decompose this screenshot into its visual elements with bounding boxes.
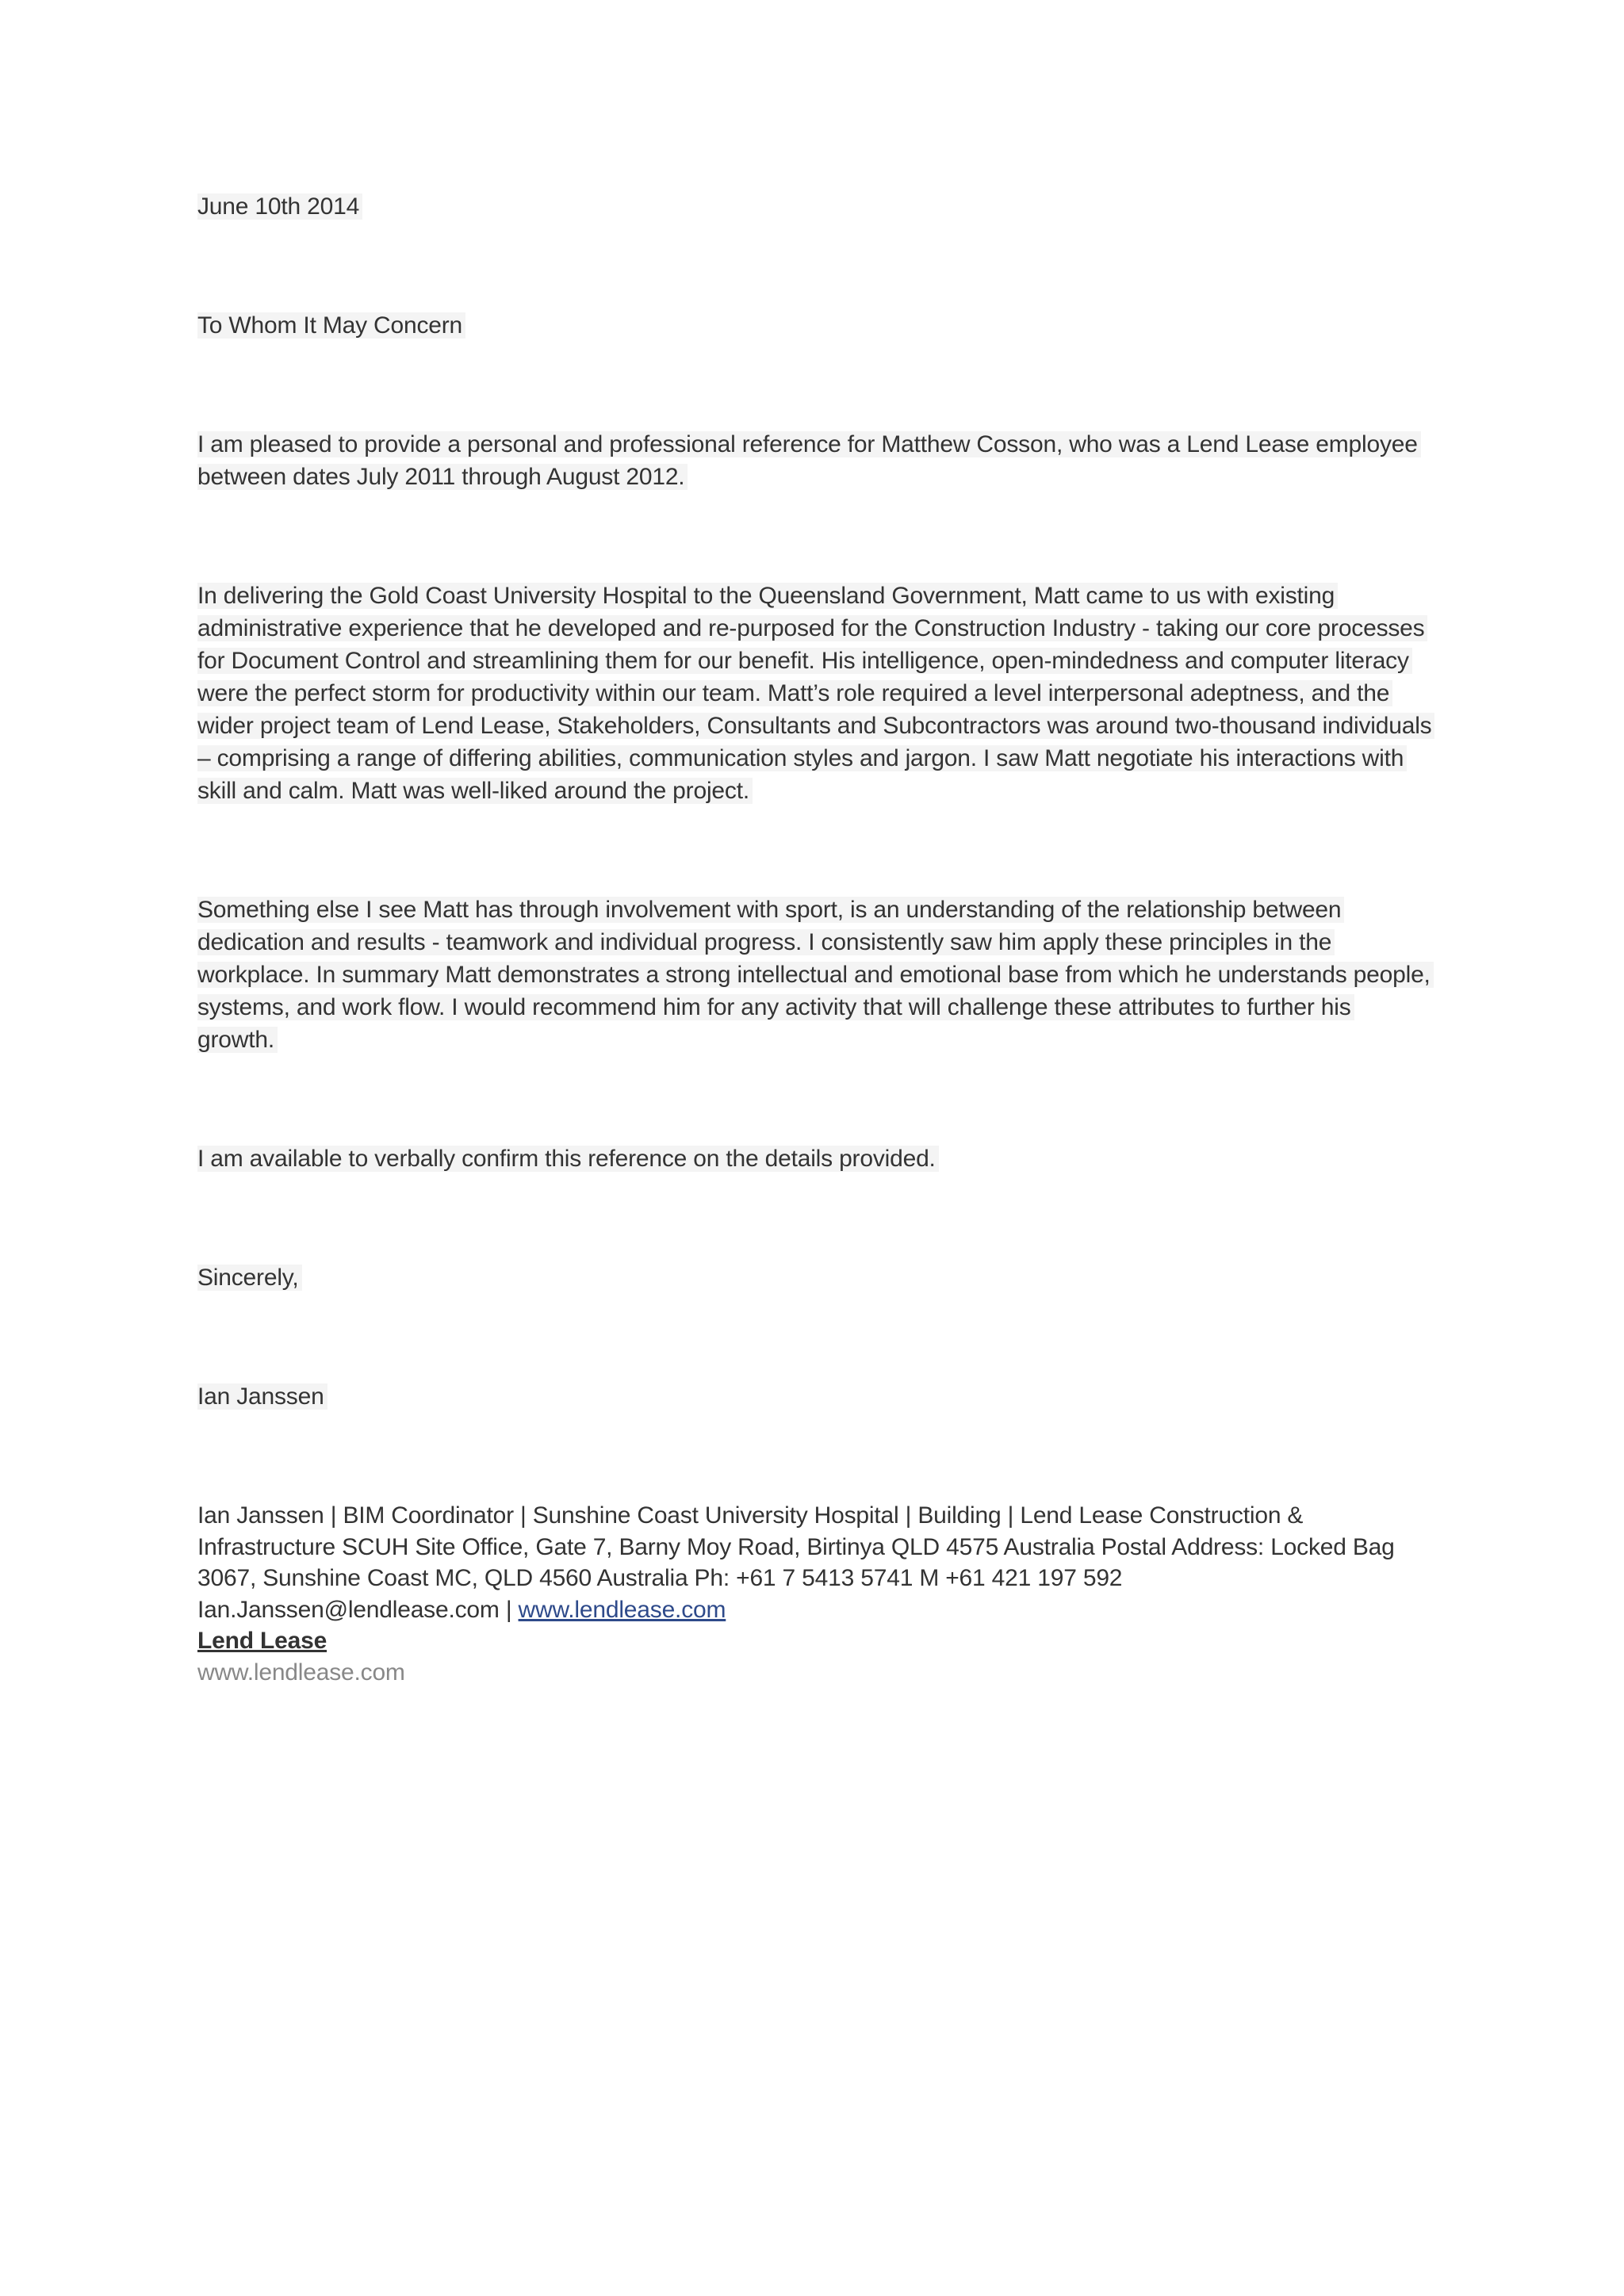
- paragraph-availability: I am available to verbally confirm this reference on the details provided.: [197, 1142, 1434, 1175]
- signature-details: Ian Janssen | BIM Coordinator | Sunshine Coast University Hospital | Building | Lend Lease Construction & Infrastructure SCUH Site Office, Gate 7, Barny Moy Road, Birtinya QLD 4575 Australia Postal Address: Locked Bag 3067, Sunshine Coast MC, QLD 4560 Australia Ph: +61 7 5413 5741 M +61 421 197 592: [197, 1502, 1395, 1591]
- company-website: www.lendlease.com: [197, 1659, 405, 1686]
- closing: Sincerely,: [197, 1261, 1434, 1294]
- letter-date: June 10th 2014: [197, 190, 1434, 223]
- company-name: Lend Lease: [197, 1628, 327, 1654]
- email-signature: [197, 1500, 1434, 1688]
- paragraph-intro: I am pleased to provide a personal and professional reference for Matthew Cosson, who was a Lend Lease employee between dates July 2011 through August 2012.: [197, 428, 1434, 493]
- paragraph-character: Something else I see Matt has through involvement with sport, is an understanding of the relationship between dedication and results - teamwork and individual progress. I consistently saw him apply these principles in the workplace. In summary Matt demonstrates a strong intellectual and emotional base from which he understands people, systems, and work flow. I would recommend him for any activity that will challenge these attributes to further his growth.: [197, 894, 1434, 1056]
- paragraph-experience: In delivering the Gold Coast University Hospital to the Queensland Government, Matt came to us with existing administrative experience that he developed and re-purposed for the Construction Industry - taking our core processes for Document Control and streamlining them for our benefit. His intelligence, open-mindedness and computer literacy were the perfect storm for productivity within our team. Matt’s role required a level interpersonal adeptness, and the wider project team of Lend Lease, Stakeholders, Consultants and Subcontractors was around two-thousand individuals – comprising a range of differing abilities, communication styles and jargon. I saw Matt negotiate his interactions with skill and calm. Matt was well-liked around the project.: [197, 580, 1434, 807]
- letter-body: [197, 190, 1434, 1688]
- signature-email: Ian.Janssen@lendlease.com |: [197, 1596, 519, 1623]
- salutation: To Whom It May Concern: [197, 309, 1434, 342]
- website-link[interactable]: www.lendlease.com: [518, 1596, 726, 1623]
- signer-name: Ian Janssen: [197, 1380, 1434, 1413]
